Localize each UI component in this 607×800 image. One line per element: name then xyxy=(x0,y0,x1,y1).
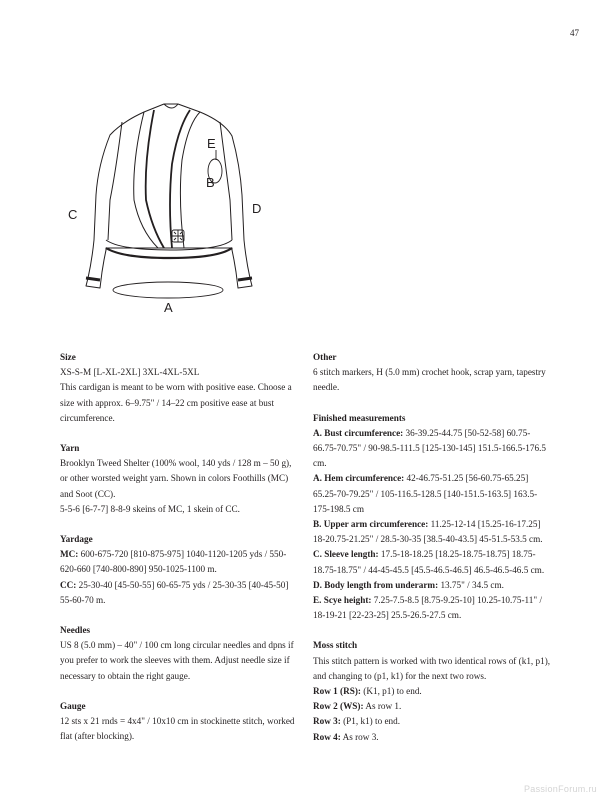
yarn-section xyxy=(60,441,295,517)
gauge-text: 12 sts x 21 rnds = 4x4" / 10x10 cm in stockinette stitch, worked flat (after blocking). xyxy=(60,716,295,742)
yarn-description: Brooklyn Tweed Shelter (100% wool, 140 yds / 128 m – 50 g), or other worsted weight yarn. Shown in colors Foothills (MC) and Soot (CC). xyxy=(60,458,292,499)
yarn-heading: Yarn xyxy=(60,443,80,454)
gauge-section xyxy=(60,699,295,745)
yarn-skeins: 5-5-6 [6-7-7] 8-8-9 skeins of MC, 1 skein of CC. xyxy=(60,503,240,514)
moss-row xyxy=(313,699,553,714)
moss-row xyxy=(313,730,553,745)
other-section xyxy=(313,350,553,396)
measurement-value: 13.75" / 34.5 cm. xyxy=(438,579,504,590)
measurement-value: 11.25-12-14 [15.25-16-17.25] 18-20.75-21.25" / 28.5-30-35 [38.5-40-43.5] 45-51.5-53.5 cm. xyxy=(313,519,543,545)
needles-heading: Needles xyxy=(60,625,91,636)
measurement-label: E. Scye height: xyxy=(313,595,372,606)
finished-heading: Finished measurements xyxy=(313,412,406,423)
measurement-label: B. Upper arm circumference: xyxy=(313,519,429,530)
bust-ellipse-a xyxy=(113,282,223,298)
measurement-label: A. Bust circumference: xyxy=(313,427,404,438)
needles-text: US 8 (5.0 mm) – 40" / 100 cm long circular needles and dpns if you prefer to work the sleeves with them. Adjust needle size if necessary to obtain the right gauge. xyxy=(60,640,294,681)
right-column xyxy=(313,350,553,760)
row-value: (K1, p1) to end. xyxy=(360,686,422,697)
measurement-item xyxy=(313,426,553,472)
left-column xyxy=(60,350,295,759)
size-section xyxy=(60,350,295,426)
moss-row xyxy=(313,714,553,729)
moss-row xyxy=(313,684,553,699)
mc-value: 600-675-720 [810-875-975] 1040-1120-1205 yds / 550-620-660 [740-800-890] 950-1025-1100 m. xyxy=(60,549,287,575)
label-b: B xyxy=(206,175,215,190)
measurement-label: C. Sleeve length: xyxy=(313,549,379,560)
yardage-mc xyxy=(60,547,295,577)
yardage-heading: Yardage xyxy=(60,534,93,545)
row-label: Row 2 (WS): xyxy=(313,701,364,712)
label-d: D xyxy=(252,201,262,216)
size-note: This cardigan is meant to be worn with positive ease. Choose a size with approx. 6–9.75" / 14–22 cm positive ease at bust circumference. xyxy=(60,382,292,423)
moss-intro: This stitch pattern is worked with two identical rows of (k1, p1), and changing to (p1, k1) for the next two rows. xyxy=(313,655,551,681)
needles-section xyxy=(60,623,295,684)
row-value: (P1, k1) to end. xyxy=(340,716,401,727)
measurement-value: 17.5-18-18.25 [18.25-18.75-18.75] 18.75-18.75-18.75" / 44-45-45.5 [45.5-46.5-46.5] 46.5-46.5-46.5 cm. xyxy=(313,549,545,575)
measurement-item xyxy=(313,578,553,593)
row-value: As row 3. xyxy=(340,731,379,742)
label-c: C xyxy=(68,207,78,222)
watermark: PassionForum.ru xyxy=(523,784,597,794)
measurement-item xyxy=(313,517,553,547)
other-text: 6 stitch markers, H (5.0 mm) crochet hook, scrap yarn, tapestry needle. xyxy=(313,367,546,393)
measurement-label: A. Hem circumference: xyxy=(313,473,405,484)
moss-heading: Moss stitch xyxy=(313,640,358,651)
measurement-markers xyxy=(113,150,223,298)
measurement-item xyxy=(313,593,553,623)
other-heading: Other xyxy=(313,352,337,362)
row-label: Row 1 (RS): xyxy=(313,686,361,697)
gauge-heading: Gauge xyxy=(60,700,86,711)
measurement-value: 36-39.25-44.75 [50-52-58] 60.75-66.75-70.75" / 90-98.5-111.5 [125-130-145] 151.5-166.5-176.5 cm. xyxy=(313,427,546,469)
measurement-item xyxy=(313,471,553,517)
cc-label: CC: xyxy=(60,579,77,590)
finished-measurements-section xyxy=(313,411,553,624)
mc-label: MC: xyxy=(60,549,79,560)
measurement-value: 7.25-7.5-8.5 [8.75-9.25-10] 10.25-10.75-11" / 18-19-21 [22-23-25] 25.5-26.5-27.5 cm. xyxy=(313,595,543,621)
measurement-label: D. Body length from underarm: xyxy=(313,579,439,590)
label-a: A xyxy=(164,300,173,315)
moss-stitch-section xyxy=(313,638,553,744)
cardigan-outline xyxy=(86,104,252,288)
measurement-item xyxy=(313,547,553,577)
row-value: As row 1. xyxy=(363,701,402,712)
yardage-cc xyxy=(60,578,295,608)
row-label: Row 4: xyxy=(313,731,341,742)
measurement-value: 42-46.75-51.25 [56-60.75-65.25] 65.25-70-79.25" / 105-116.5-128.5 [140-151.5-163.5] 163.5-175-198.5 cm xyxy=(313,473,538,514)
yardage-section xyxy=(60,532,295,608)
page-number: 47 xyxy=(570,28,579,38)
cardigan-schematic xyxy=(60,100,280,330)
size-heading: Size xyxy=(60,352,76,362)
label-e: E xyxy=(207,136,216,151)
cc-value: 25-30-40 [45-50-55] 60-65-75 yds / 25-30-35 [40-45-50] 55-60-70 m. xyxy=(60,579,289,605)
row-label: Row 3: xyxy=(313,716,341,727)
size-list: XS-S-M [L-XL-2XL] 3XL-4XL-5XL xyxy=(60,367,200,378)
